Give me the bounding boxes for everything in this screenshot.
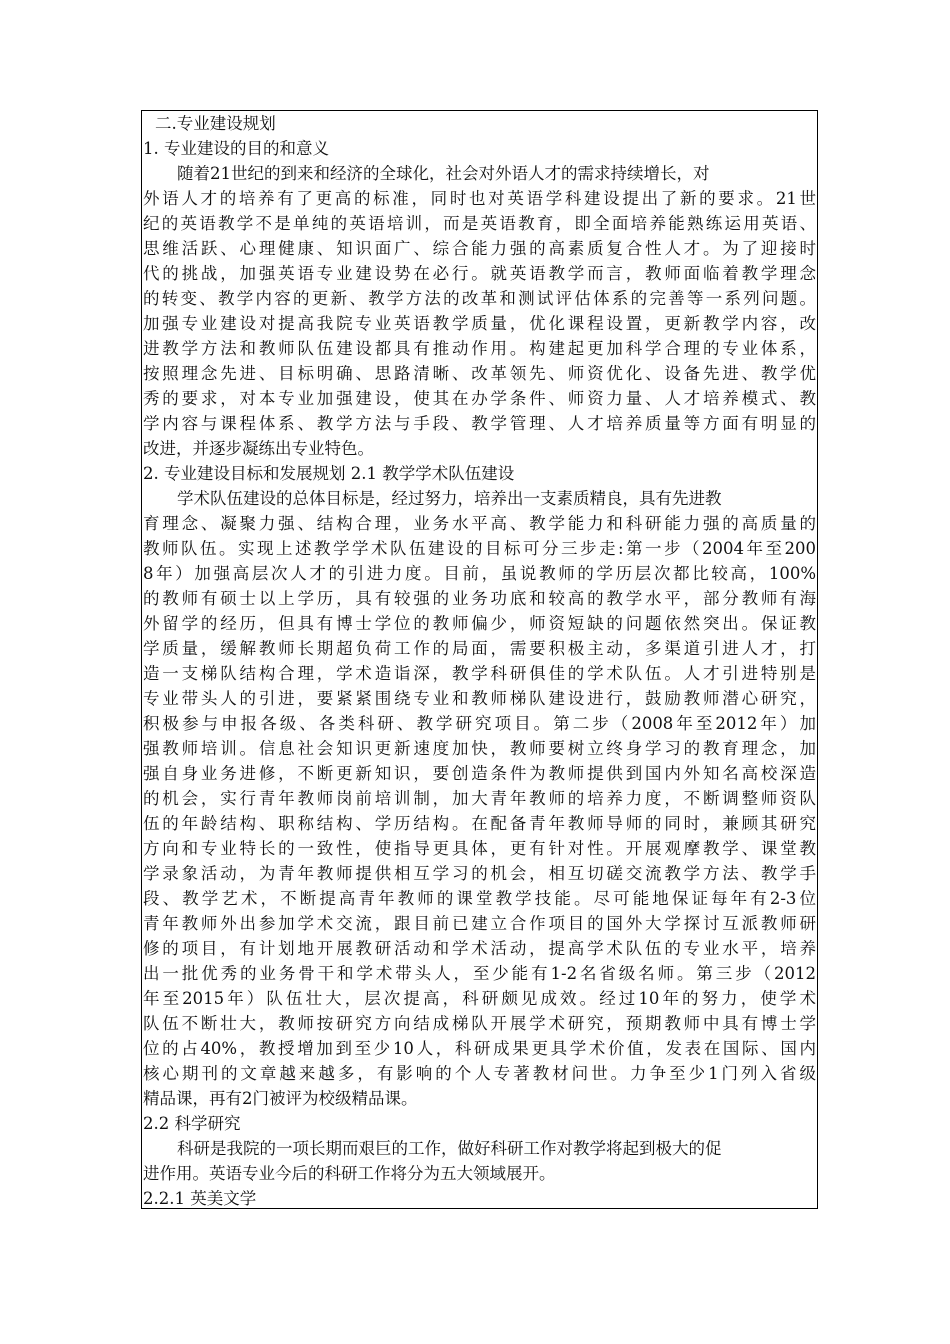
paragraph-line: 年至2015年）队伍壮大，层次提高，科研颇见成效。经过10年的努力，使学术 bbox=[143, 989, 816, 1008]
paragraph-line: 青年教师外出参加学术交流，跟目前已建立合作项目的国外大学探讨互派教师研 bbox=[143, 914, 816, 933]
paragraph-line: 随着21世纪的到来和经济的全球化，社会对外语人才的需求持续增长，对 bbox=[177, 164, 710, 183]
paragraph-line: 8年）加强高层次人才的引进力度。目前，虽说教师的学历层次都比较高，100% bbox=[143, 564, 816, 583]
subsection-1-title: 1. 专业建设的目的和意义 bbox=[143, 139, 329, 158]
paragraph-line: 进作用。英语专业今后的科研工作将分为五大领域展开。 bbox=[143, 1164, 556, 1183]
subsection-2-2-title: 2.2 科学研究 bbox=[143, 1114, 241, 1133]
paragraph-line: 进教学方法和教师队伍建设都具有推动作用。构建起更加科学合理的专业体系， bbox=[143, 339, 816, 358]
paragraph-line: 造一支梯队结构合理，学术造诣深，教学科研俱佳的学术队伍。人才引进特别是 bbox=[143, 664, 816, 683]
paragraph-line: 代的挑战，加强英语专业建设势在必行。就英语教学而言，教师面临着教学理念 bbox=[143, 264, 816, 283]
paragraph-line: 改进，并逐步凝练出专业特色。 bbox=[143, 439, 374, 458]
paragraph-line: 学术队伍建设的总体目标是，经过努力，培养出一支素质精良，具有先进教 bbox=[177, 489, 722, 508]
paragraph-line: 强教师培训。信息社会知识更新速度加快，教师要树立终身学习的教育理念，加 bbox=[143, 739, 816, 758]
paragraph-line: 外留学的经历，但具有博士学位的教师偏少，师资短缺的问题依然突出。保证教 bbox=[143, 614, 816, 633]
paragraph-line: 学录象活动，为青年教师提供相互学习的机会，相互切磋交流教学方法、教学手 bbox=[143, 864, 816, 883]
paragraph-line: 的机会，实行青年教师岗前培训制，加大青年教师的培养力度，不断调整师资队 bbox=[143, 789, 816, 808]
paragraph-line: 按照理念先进、目标明确、思路清晰、改革领先、师资优化、设备先进、教学优 bbox=[143, 364, 816, 383]
section-title: 二.专业建设规划 bbox=[155, 114, 276, 133]
paragraph-line: 伍的年龄结构、职称结构、学历结构。在配备青年教师导师的同时，兼顾其研究 bbox=[143, 814, 816, 833]
paragraph-line: 的转变、教学内容的更新、教学方法的改革和测试评估体系的完善等一系列问题。 bbox=[143, 289, 816, 308]
paragraph-line: 核心期刊的文章越来越多，有影响的个人专著教材问世。力争至少1门列入省级 bbox=[143, 1064, 816, 1083]
paragraph-line: 教师队伍。实现上述教学学术队伍建设的目标可分三步走:第一步（2004年至200 bbox=[143, 539, 816, 558]
subsection-1-body bbox=[143, 161, 816, 461]
paragraph-line: 纪的英语教学不是单纯的英语培训，而是英语教育，即全面培养能熟练运用英语、 bbox=[143, 214, 816, 233]
subsection-2-title: 2. 专业建设目标和发展规划 2.1 教学学术队伍建设 bbox=[143, 464, 515, 483]
document-table-cell bbox=[141, 110, 818, 1209]
paragraph-line: 位的占40%，教授增加到至少10人，科研成果更具学术价值，发表在国际、国内 bbox=[143, 1039, 816, 1058]
paragraph-line: 育理念、凝聚力强、结构合理，业务水平高、教学能力和科研能力强的高质量的 bbox=[143, 514, 816, 533]
paragraph-line: 学内容与课程体系、教学方法与手段、教学管理、人才培养质量等方面有明显的 bbox=[143, 414, 816, 433]
paragraph-line: 积极参与申报各级、各类科研、教学研究项目。第二步（2008年至2012年）加 bbox=[143, 714, 816, 733]
subsection-2-body bbox=[143, 486, 816, 1111]
paragraph-line: 修的项目，有计划地开展教研活动和学术活动，提高学术队伍的专业水平，培养 bbox=[143, 939, 816, 958]
subsection-2-2-body bbox=[143, 1136, 816, 1186]
paragraph-line: 队伍不断壮大，教师按研究方向结成梯队开展学术研究，预期教师中具有博士学 bbox=[143, 1014, 816, 1033]
subsection-2-2-1-title: 2.2.1 英美文学 bbox=[143, 1189, 257, 1208]
paragraph-line: 方向和专业特长的一致性，使指导更具体，更有针对性。开展观摩教学、课堂教 bbox=[143, 839, 816, 858]
paragraph-line: 思维活跃、心理健康、知识面广、综合能力强的高素质复合性人才。为了迎接时 bbox=[143, 239, 816, 258]
paragraph-line: 出一批优秀的业务骨干和学术带头人，至少能有1-2名省级名师。第三步（2012 bbox=[143, 964, 816, 983]
paragraph-line: 强自身业务进修，不断更新知识，要创造条件为教师提供到国内外知名高校深造 bbox=[143, 764, 816, 783]
paragraph-line: 的教师有硕士以上学历，具有较强的业务功底和较高的教学水平，部分教师有海 bbox=[143, 589, 816, 608]
paragraph-line: 外语人才的培养有了更高的标准，同时也对英语学科建设提出了新的要求。21世 bbox=[143, 189, 816, 208]
paragraph-line: 专业带头人的引进，要紧紧围绕专业和教师梯队建设进行，鼓励教师潜心研究， bbox=[143, 689, 816, 708]
paragraph-line: 学质量，缓解教师长期超负荷工作的局面，需要积极主动，多渠道引进人才，打 bbox=[143, 639, 816, 658]
paragraph-line: 精品课，再有2门被评为校级精品课。 bbox=[143, 1089, 418, 1108]
paragraph-line: 秀的要求，对本专业加强建设，使其在办学条件、师资力量、人才培养模式、教 bbox=[143, 389, 816, 408]
paragraph-line: 加强专业建设对提高我院专业英语教学质量，优化课程设置，更新教学内容，改 bbox=[143, 314, 816, 333]
paragraph-line: 段、教学艺术，不断提高青年教师的课堂教学技能。尽可能地保证每年有2-3位 bbox=[143, 889, 816, 908]
paragraph-line: 科研是我院的一项长期而艰巨的工作，做好科研工作对教学将起到极大的促 bbox=[177, 1139, 722, 1158]
